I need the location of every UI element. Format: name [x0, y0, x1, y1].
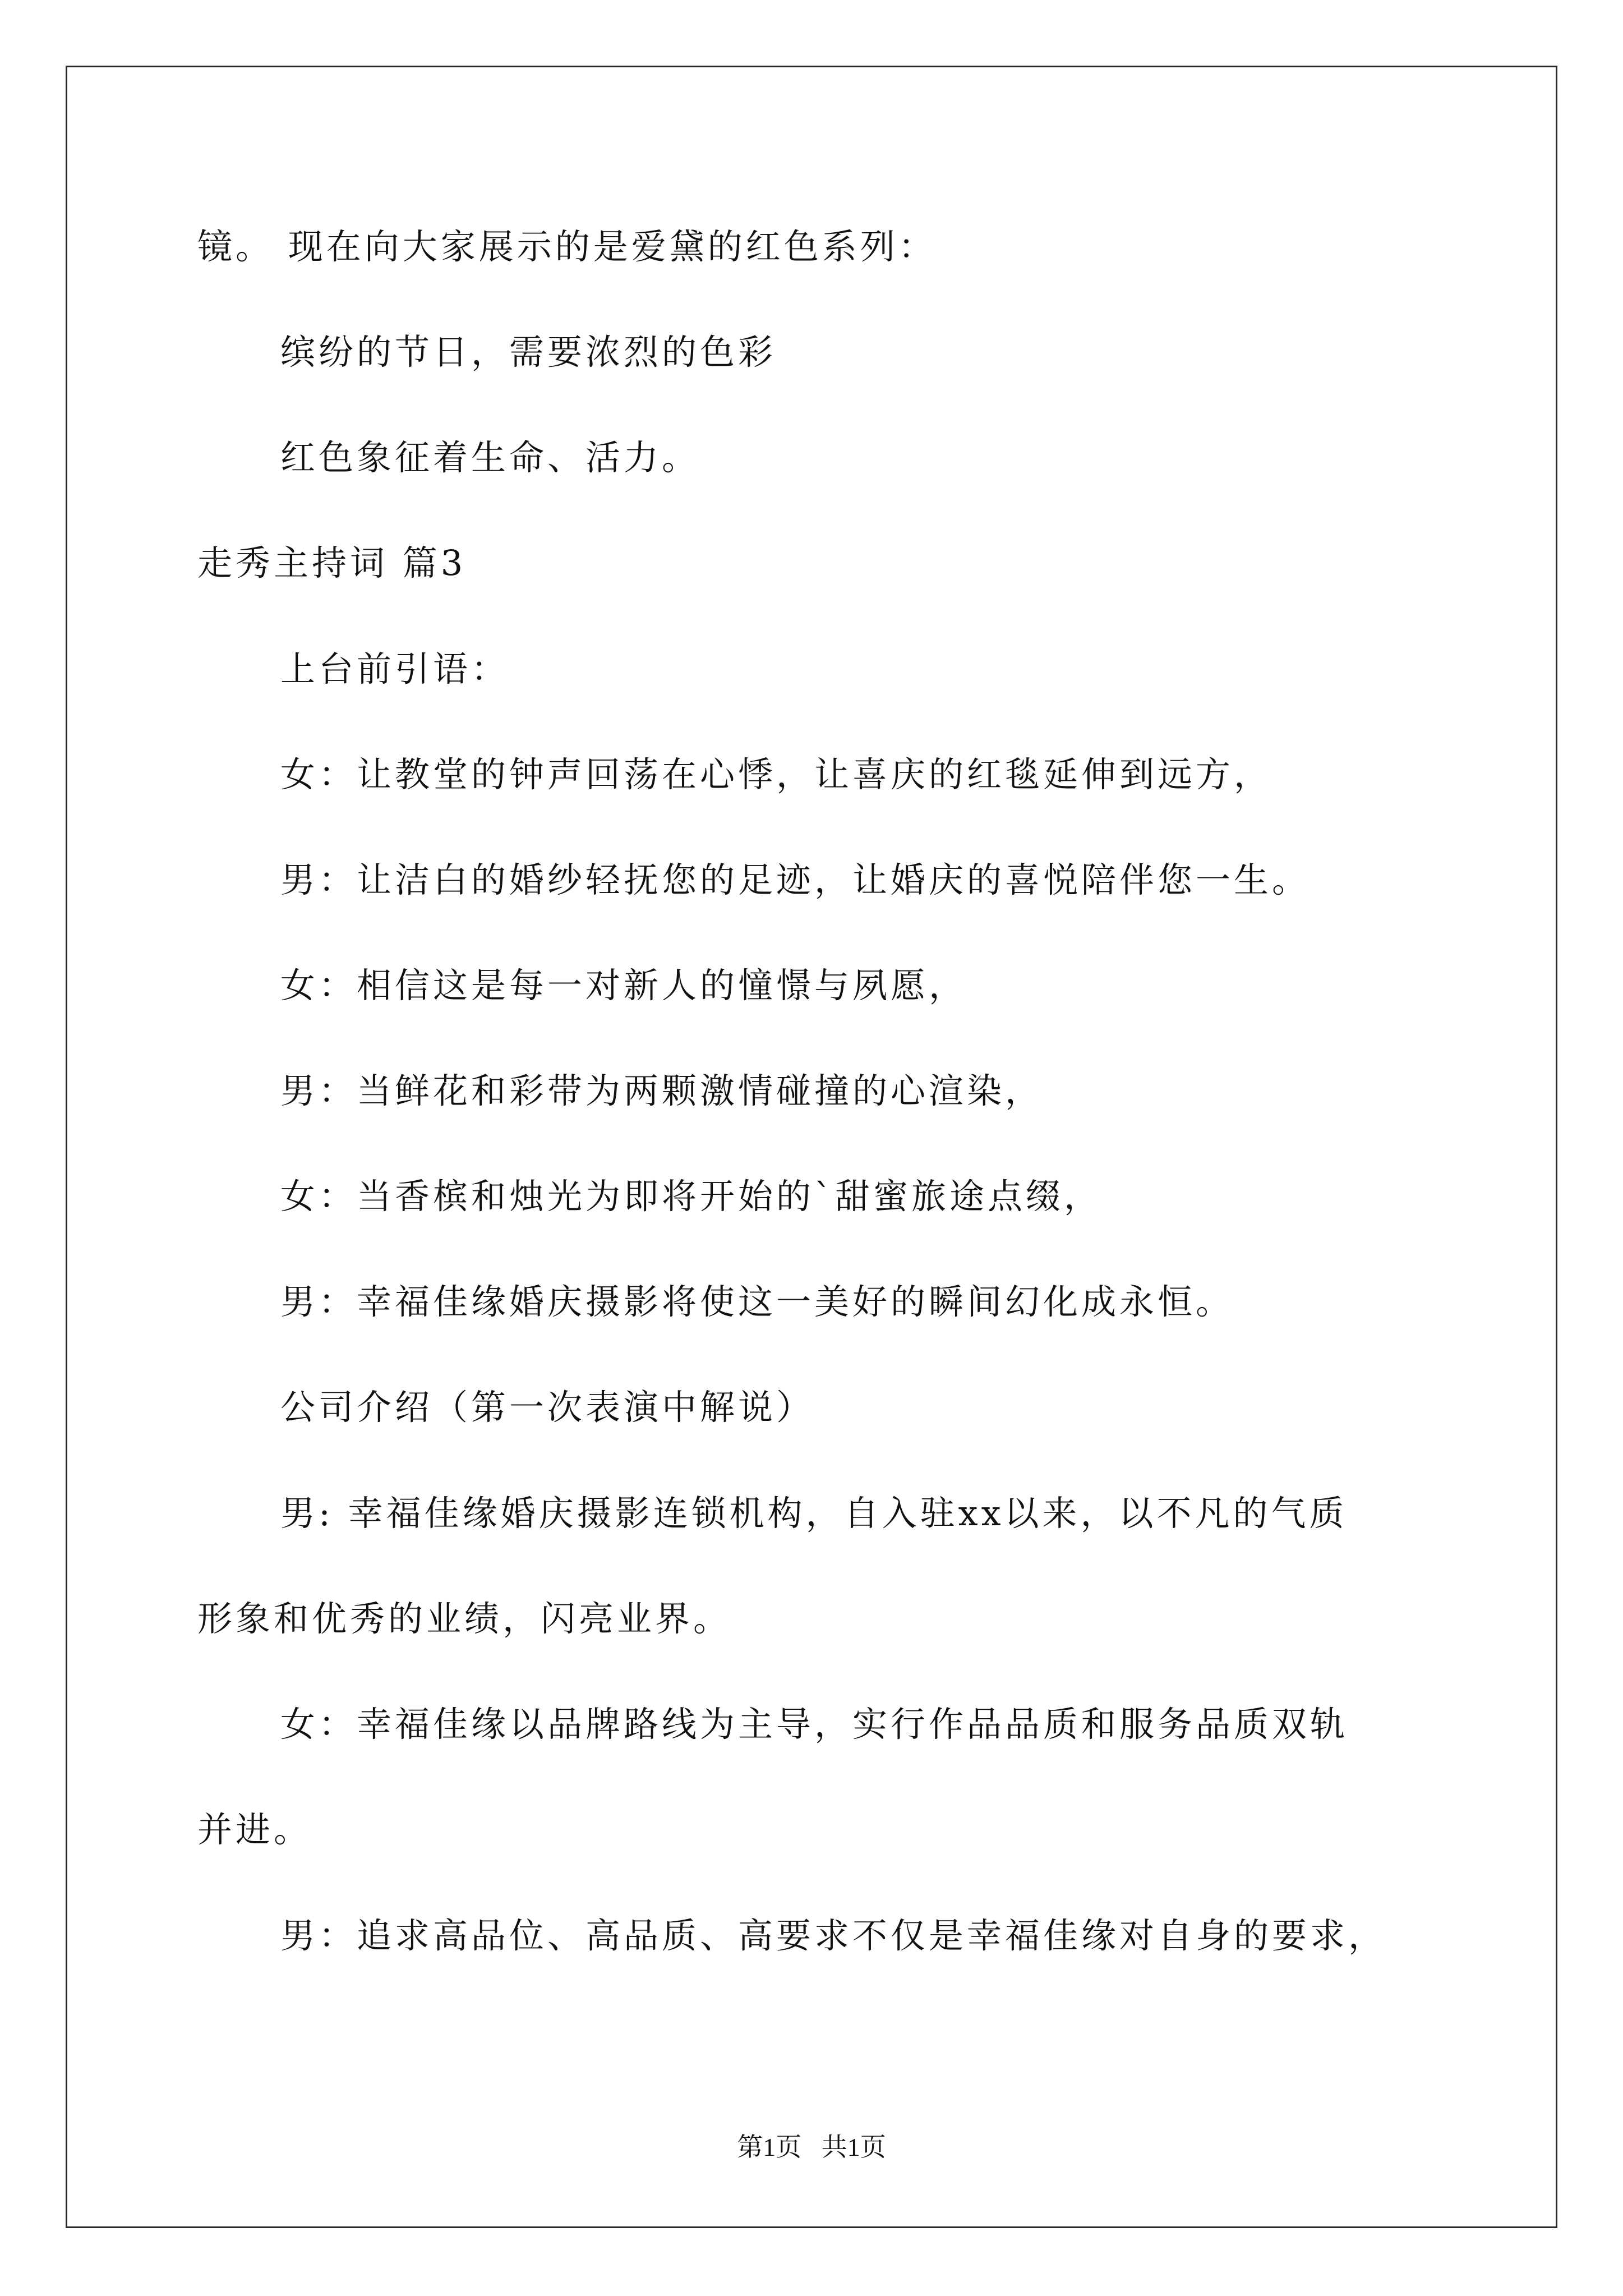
paragraph-line: 男：幸福佳缘婚庆摄影将使这一美好的瞬间幻化成永恒。: [280, 1281, 1234, 1322]
page-total: 共1页: [821, 2133, 886, 2161]
paragraph-line: 并进。: [197, 1809, 312, 1850]
paragraph-line: 红色象征着生命、活力。: [280, 437, 700, 478]
paragraph-line: 男：让洁白的婚纱轻抚您的足迹，让婚庆的喜悦陪伴您一生。: [280, 859, 1311, 900]
page-number: 第1页: [737, 2133, 802, 2161]
paragraph-line: 女：幸福佳缘以品牌路线为主导，实行作品品质和服务品质双轨: [280, 1704, 1349, 1745]
paragraph-line: 男: 幸福佳缘婚庆摄影连锁机构，自入驻xx以来，以不凡的气质: [280, 1493, 1348, 1534]
paragraph-line: 女：当香槟和烛光为即将开始的`甜蜜旅途点缀，: [280, 1176, 1103, 1217]
paragraph-line: 女：相信这是每一对新人的憧憬与夙愿，: [280, 965, 967, 1006]
paragraph-line: 公司介绍（第一次表演中解说）: [280, 1387, 815, 1428]
page-footer: [0, 2134, 1623, 2160]
page-border: [66, 66, 1557, 2228]
paragraph-line: 形象和优秀的业绩，闪亮业界。: [197, 1598, 732, 1639]
paragraph-line: 女：让教堂的钟声回荡在心悸，让喜庆的红毯延伸到远方，: [280, 754, 1272, 795]
paragraph-line: 男：当鲜花和彩带为两颗激情碰撞的心渲染，: [280, 1070, 1044, 1111]
paragraph-line: 男：追求高品位、高品质、高要求不仅是幸福佳缘对自身的要求，: [280, 1915, 1387, 1956]
section-heading: 走秀主持词 篇3: [197, 542, 467, 583]
paragraph-line: 上台前引语：: [280, 648, 510, 689]
paragraph-line: 缤纷的节日，需要浓烈的色彩: [280, 332, 777, 372]
paragraph-line: 镜。 现在向大家展示的是爱黛的红色系列：: [197, 226, 937, 267]
